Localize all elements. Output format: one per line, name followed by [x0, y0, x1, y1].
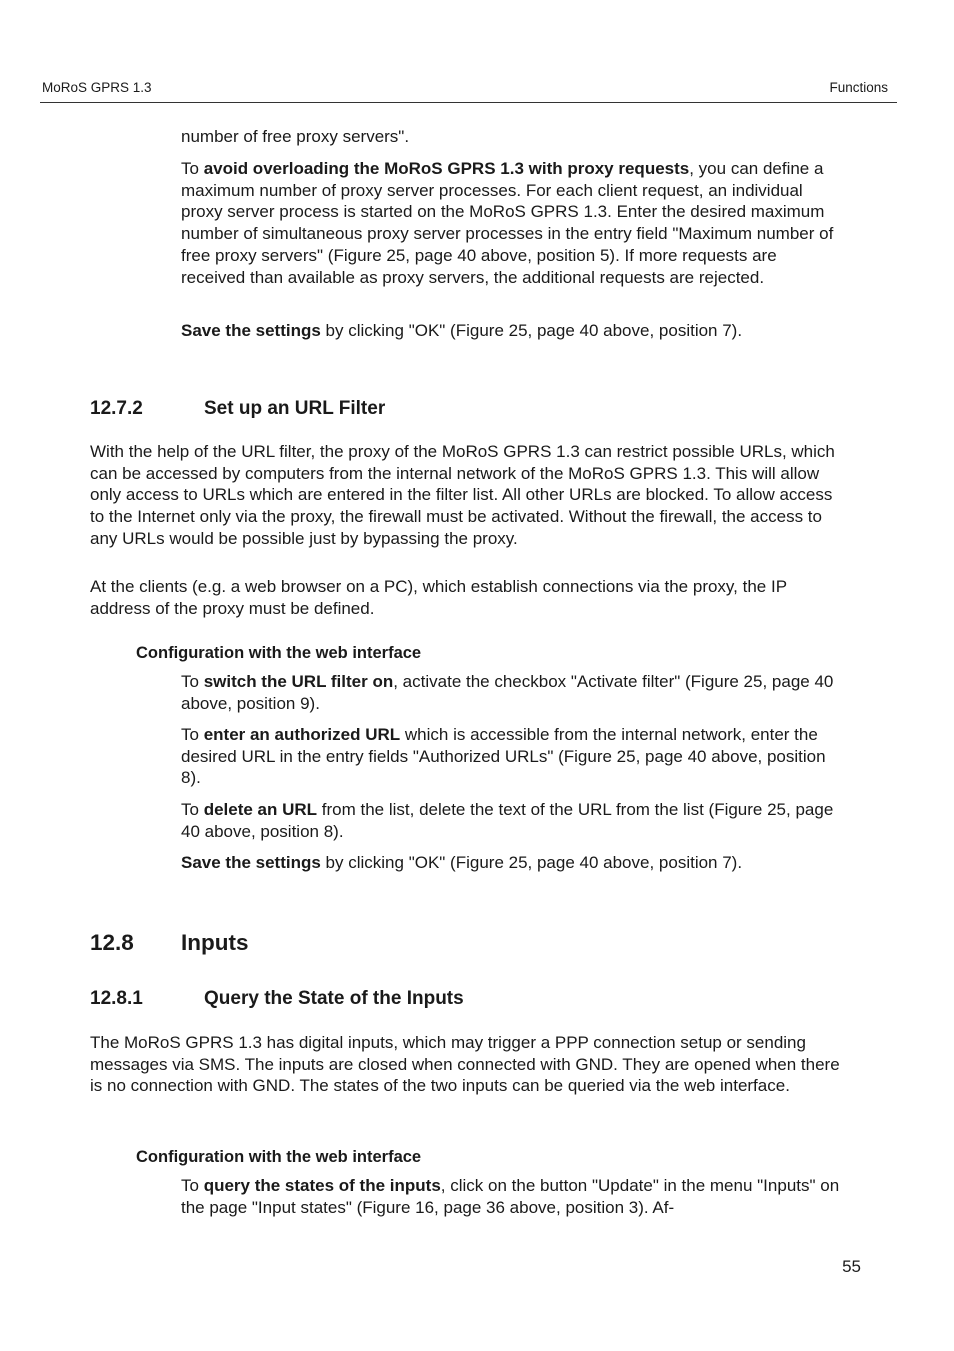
paragraph-url-filter-intro: With the help of the URL filter, the proxy of the MoRoS GPRS 1.3 can restrict possible URLs, which can be accessed by computers from the internal network of the MoRoS GPRS 1.3. This will allow only access to URLs which are entered in the filter list. All other URLs are blocked. To allow access to the Internet only via the proxy, the firewall must be activated. Without the firewall, the access to any URLs would be possible just by bypassing the proxy. [90, 442, 835, 548]
subheading-config-web-1: Configuration with the web interface [136, 644, 422, 662]
paragraph-switch-filter-on: To switch the URL filter on, activate the checkbox "Activate filter" (Figure 25, page 40 above, position 9). [181, 672, 834, 713]
paragraph-avoid-overloading: To avoid overloading the MoRoS GPRS 1.3 with proxy requests, you can define a maximum number of proxy server processes. For each client request, an individual proxy server process is started on the MoRoS GPRS 1.3. Enter the desired maximum number of simultaneous proxy server processes in the entry field "Maximum number of free proxy servers" (Figure 25, page 40 above, position 5). If more requests are received than available as proxy servers, the additional requests are rejected. [181, 159, 834, 287]
page-number: 55 [842, 1257, 861, 1276]
paragraph-enter-url: To enter an authorized URL which is accessible from the internal network, enter the desired URL in the entry fields "Authorized URLs" (Figure 25, page 40 above, position 8). [181, 725, 826, 788]
paragraph-save-settings-1: Save the settings by clicking "OK" (Figure 25, page 40 above, position 7). [181, 321, 743, 340]
section-heading-12-7-2: 12.7.2 Set up an URL Filter [90, 398, 386, 419]
paragraph-save-settings-2: Save the settings by clicking "OK" (Figure 25, page 40 above, position 7). [181, 853, 743, 872]
running-header-title: MoRoS GPRS 1.3 [42, 80, 152, 95]
section-heading-12-8: 12.8 Inputs [90, 930, 249, 955]
section-heading-12-8-1: 12.8.1 Query the State of the Inputs [90, 988, 464, 1009]
paragraph-digital-inputs: The MoRoS GPRS 1.3 has digital inputs, which may trigger a PPP connection setup or sending messages via SMS. The inputs are closed when connected with GND. They are opened when there is no connection with GND. The states of the two inputs can be queried via the web interface. [90, 1033, 840, 1096]
running-header-section: Functions [829, 80, 888, 95]
paragraph-delete-url: To delete an URL from the list, delete the text of the URL from the list (Figure 25, page 40 above, position 8). [181, 800, 834, 841]
paragraph-free-proxy-end: number of free proxy servers". [181, 127, 410, 146]
paragraph-clients: At the clients (e.g. a web browser on a PC), which establish connections via the proxy, the IP address of the proxy must be defined. [90, 577, 787, 618]
paragraph-query-inputs: To query the states of the inputs, click on the button "Update" in the menu "Inputs" on the page "Input states" (Figure 16, page 36 above, position 3). Af- [181, 1176, 840, 1217]
header-rule [40, 102, 897, 103]
subheading-config-web-2: Configuration with the web interface [136, 1148, 422, 1166]
